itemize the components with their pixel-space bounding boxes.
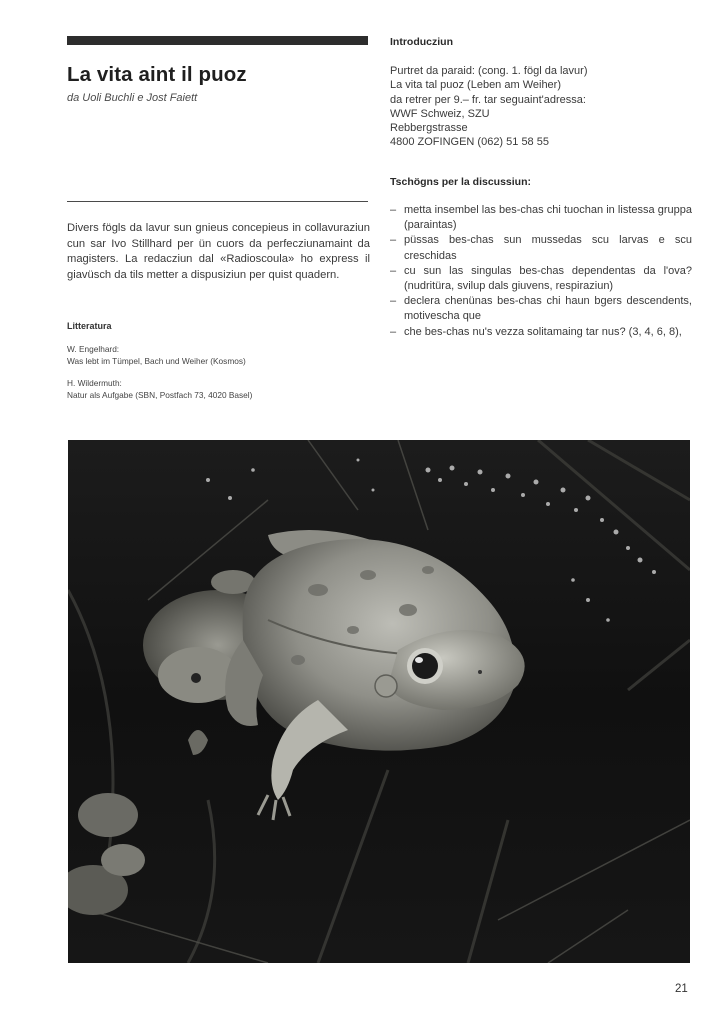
bullet-dash: – <box>390 264 397 277</box>
intro-paragraph: Divers fögls da lavur sun gnieus concepieus in collavuraziun cun sar Ivo Stillhard per ün cuors da perfecziunamaint da magisters. La redacziun dal «Radioscoula» ho express il giavüsch da tils metter a dispusiziun per quist quadern. <box>67 222 370 281</box>
title-block <box>67 36 370 105</box>
article-title: La vita aint il puoz <box>67 63 247 86</box>
literature-author: H. Wildermuth: <box>67 378 122 388</box>
discussion-item <box>390 294 692 324</box>
introduction-line: Rebbergstrasse <box>390 122 468 135</box>
discussion-item <box>390 264 692 294</box>
discussion-item <box>390 233 692 263</box>
discussion-item-text: cu sun las singulas bes-chas dependentas da l'ova? (nudritüra, svilup dals giuvens, respiraziun) <box>404 264 692 293</box>
literature-heading: Litteratura <box>67 321 112 331</box>
bullet-dash: – <box>390 234 397 247</box>
literature-title: Was lebt im Tümpel, Bach und Weiher (Kosmos) <box>67 355 246 366</box>
introduction-block <box>390 36 693 49</box>
bullet-dash: – <box>390 295 397 308</box>
discussion-item <box>390 203 692 233</box>
frog-photo <box>68 440 690 963</box>
discussion-item <box>390 325 692 340</box>
section-divider <box>67 201 368 202</box>
article-authors: da Uoli Buchli e Jost Faiett <box>67 92 198 104</box>
introduction-address <box>390 64 693 150</box>
introduction-line: 4800 ZOFINGEN (062) 51 58 55 <box>390 136 549 149</box>
discussion-heading: Tschögns per la discussiun: <box>390 176 532 188</box>
discussion-list <box>390 203 692 340</box>
frog-icon <box>68 440 690 963</box>
literature-title: Natur als Aufgabe (SBN, Postfach 73, 4020 Basel) <box>67 389 253 400</box>
discussion-item-text: püssas bes-chas sun mussedas scu larvas e scu creschidas <box>404 234 692 262</box>
literature-item <box>67 378 370 401</box>
literature-item <box>67 344 370 367</box>
introduction-line: WWF Schweiz, SZU <box>390 107 490 120</box>
page-number: 21 <box>675 983 688 995</box>
bullet-dash: – <box>390 204 397 216</box>
discussion-item-text: metta insembel las bes-chas chi tuochan in listessa gruppa (paraintas) <box>404 204 692 232</box>
discussion-item-text: declera chenünas bes-chas chi haun bgers descendents, motivescha que <box>404 295 692 323</box>
discussion-item-text: che bes-chas nu's vezza solitamaing tar nus? (3, 4, 6, 8), <box>404 325 682 338</box>
title-bar-divider <box>67 36 368 45</box>
literature-author: W. Engelhard: <box>67 344 120 354</box>
introduction-line: da retrer per 9.– fr. tar seguaint'adressa: <box>390 93 586 106</box>
bullet-dash: – <box>390 325 397 338</box>
introduction-heading: Introducziun <box>390 36 453 48</box>
introduction-line: La vita tal puoz (Leben am Weiher) <box>390 79 561 92</box>
introduction-line: Purtret da paraid: (cong. 1. fögl da lavur) <box>390 65 588 77</box>
